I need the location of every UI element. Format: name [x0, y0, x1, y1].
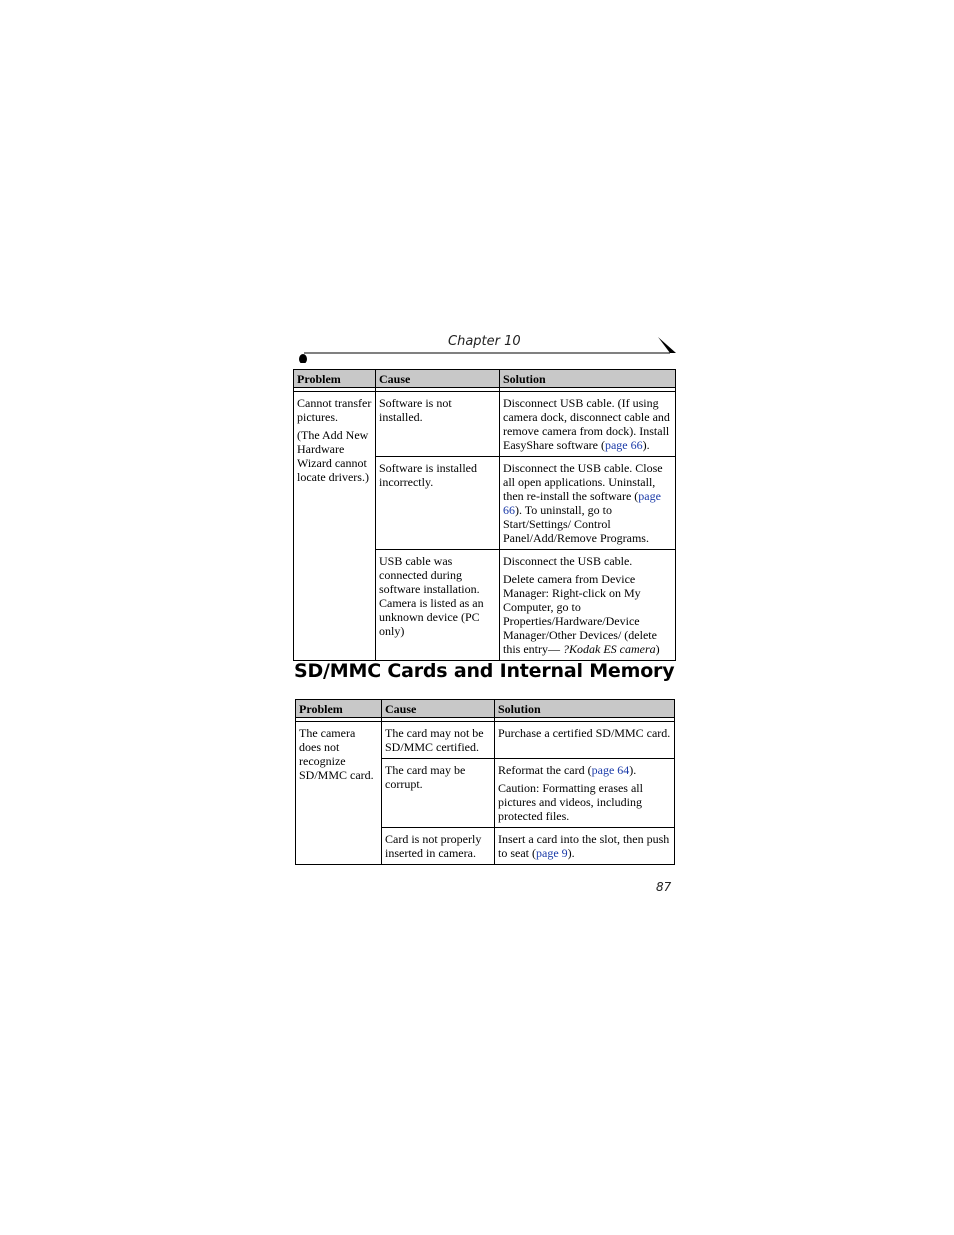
page-link[interactable]: page 9	[536, 846, 568, 860]
table-row	[294, 392, 676, 457]
problem-cell: Cannot transfer pictures. (The Add New Hardware Wizard cannot locate drivers.)	[294, 392, 376, 661]
column-header-cause: Cause	[376, 370, 500, 388]
cause-cell: Software is not installed.	[376, 392, 500, 457]
cause-cell: The card may not be SD/MMC certified.	[382, 722, 495, 759]
cause-cell: USB cable was connected during software installation. Camera is listed as an unknown device (PC only)	[376, 550, 500, 661]
solution-cell: Disconnect USB cable. (If using camera dock, disconnect cable and remove camera from dock). Install EasyShare software (page 66).	[500, 392, 676, 457]
table-row	[296, 722, 675, 759]
solution-cell: Reformat the card (page 64). Caution: Formatting erases all pictures and videos, including protected files.	[495, 759, 675, 828]
page-corner-icon	[658, 337, 676, 353]
column-header-problem: Problem	[296, 700, 382, 718]
page-link[interactable]: page 66	[503, 489, 661, 517]
cause-cell: Card is not properly inserted in camera.	[382, 828, 495, 865]
cause-cell: The card may be corrupt.	[382, 759, 495, 828]
column-header-problem: Problem	[294, 370, 376, 388]
solution-cell: Disconnect the USB cable. Close all open applications. Uninstall, then re-install the software (page 66). To uninstall, go to Start/Settings/ Control Panel/Add/Remove Programs.	[500, 457, 676, 550]
problem-cell: The camera does not recognize SD/MMC card.	[296, 722, 382, 865]
cause-cell: Software is installed incorrectly.	[376, 457, 500, 550]
column-header-solution: Solution	[495, 700, 675, 718]
page-link[interactable]: page 64	[591, 763, 630, 777]
column-header-cause: Cause	[382, 700, 495, 718]
troubleshooting-table-transfer	[293, 369, 676, 661]
section-title: SD/MMC Cards and Internal Memory	[294, 660, 675, 682]
solution-cell: Insert a card into the slot, then push to seat (page 9).	[495, 828, 675, 865]
troubleshooting-table-cards	[295, 699, 675, 865]
column-header-solution: Solution	[500, 370, 676, 388]
bullet-icon	[299, 354, 307, 363]
chapter-header: Chapter 10	[448, 334, 521, 349]
solution-cell: Purchase a certified SD/MMC card.	[495, 722, 675, 759]
page-number: 87	[656, 880, 672, 894]
page-link[interactable]: page 66	[604, 438, 643, 452]
solution-cell: Disconnect the USB cable. Delete camera from Device Manager: Right-click on My Computer, go to Properties/Hardware/Device Manager/Other Devices/ (delete this entry— ?Kodak ES camera)	[500, 550, 676, 661]
